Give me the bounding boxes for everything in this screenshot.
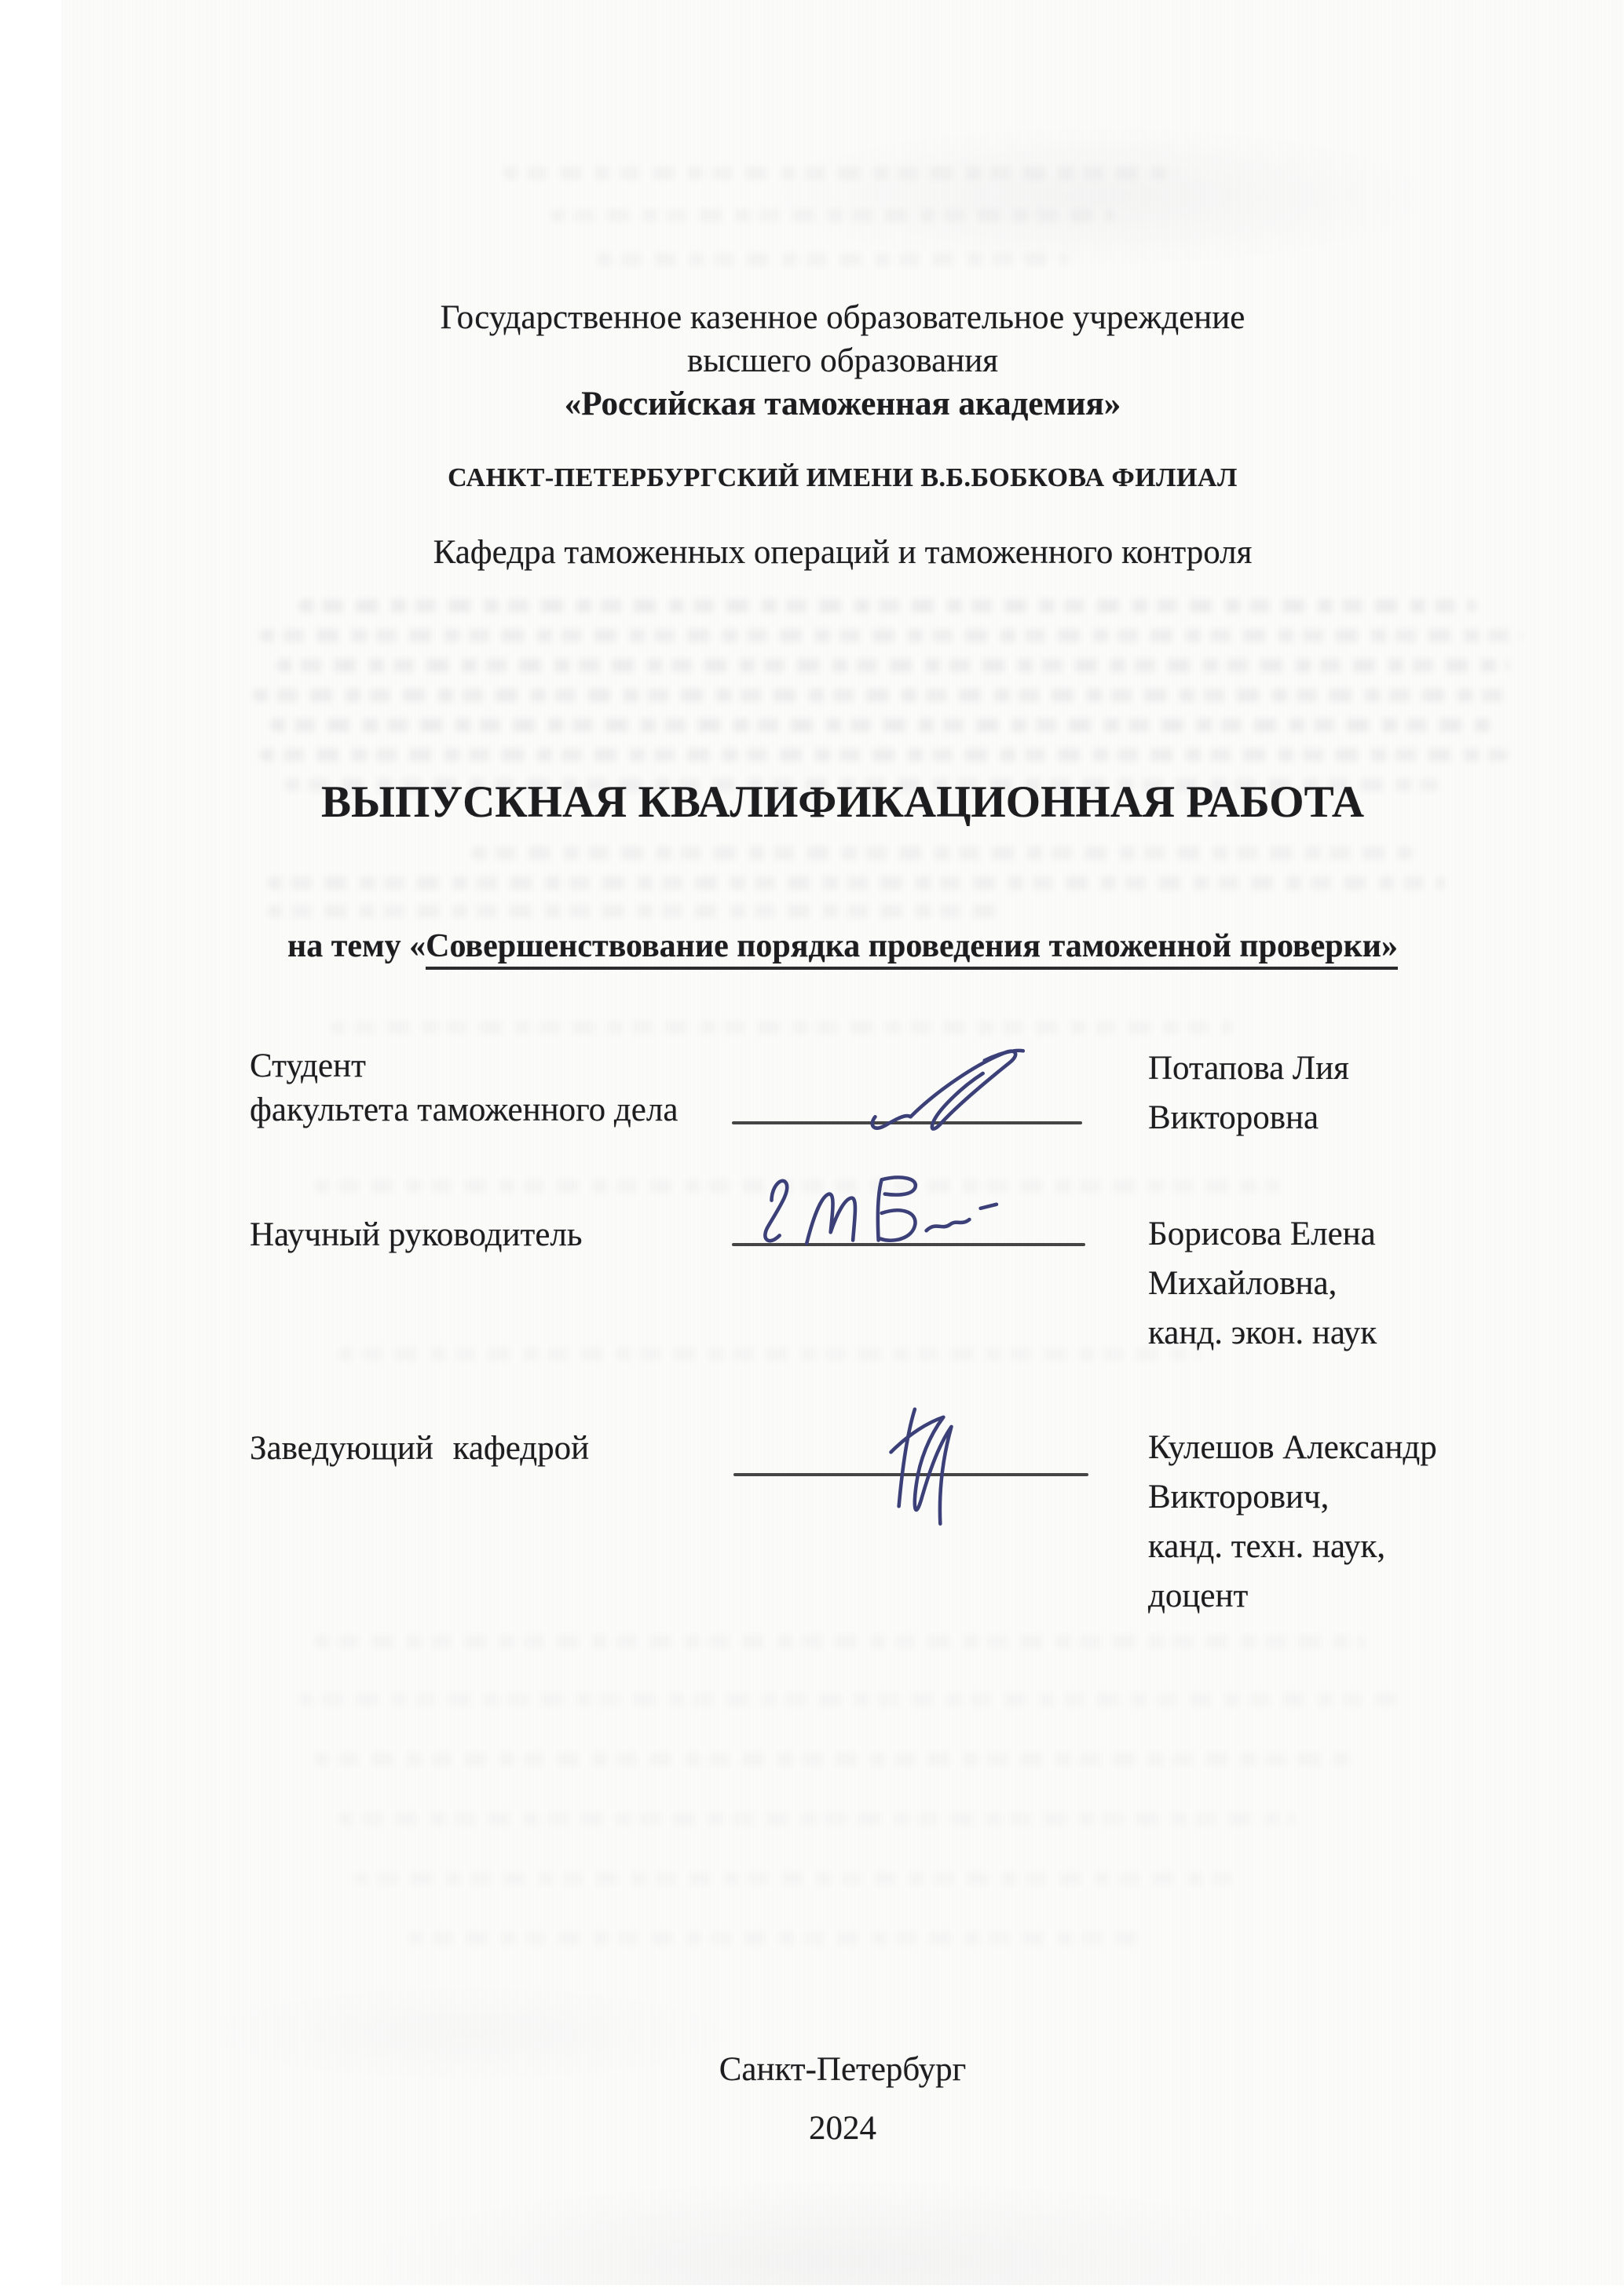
student-signature-scribble (864, 1041, 1025, 1142)
institution-header (61, 296, 1624, 426)
scan-bleed-artifact (471, 846, 1414, 860)
signatory-name-supervisor (1148, 1209, 1377, 1358)
scan-bleed-artifact (597, 253, 1068, 266)
scan-bleed-artifact (353, 1872, 1233, 1885)
name-line: доцент (1148, 1578, 1249, 1614)
institution-line-2: высшего образования (686, 342, 999, 379)
footer-year: 2024 (809, 2110, 876, 2147)
signatory-role-supervisor (250, 1210, 583, 1260)
name-line: Викторович, (1148, 1479, 1330, 1515)
name-line: канд. техн. наук, (1148, 1528, 1386, 1565)
scan-bleed-artifact (267, 905, 1005, 918)
topic-line (61, 924, 1624, 968)
name-line: Потапова Лия (1148, 1050, 1349, 1087)
signatory-name-head (1148, 1423, 1437, 1621)
name-line: Борисова Елена (1148, 1216, 1376, 1252)
scan-bleed-artifact (338, 1347, 1202, 1361)
footer-city: Санкт-Петербург (719, 2051, 967, 2088)
name-line: Михайловна, (1148, 1265, 1337, 1302)
work-type-title: ВЫПУСКНАЯ КВАЛИФИКАЦИОННАЯ РАБОТА (320, 777, 1364, 827)
name-line: канд. экон. наук (1148, 1314, 1377, 1351)
role-line: факультета таможенного дела (250, 1091, 678, 1128)
topic-prefix: на тему « (287, 928, 426, 964)
signatory-name-student (1148, 1044, 1349, 1143)
scan-bleed-artifact (330, 1021, 1233, 1034)
scan-bleed-artifact (259, 748, 1508, 762)
supervisor-signature-scribble (744, 1168, 1000, 1264)
topic-underlined-group (426, 928, 1398, 970)
scan-bleed-artifact (267, 876, 1445, 890)
scan-bleed-artifact (338, 1812, 1296, 1826)
scan-bleed-artifact (298, 1693, 1398, 1706)
role-line: Научный руководитель (250, 1216, 583, 1253)
footer-city-year (61, 2040, 1624, 2158)
role-line: Студент (250, 1047, 366, 1084)
institution-line-1: Государственное казенное образовательное учреждение (440, 299, 1245, 336)
signatory-role-student (250, 1044, 678, 1132)
signatory-role-head (250, 1424, 589, 1473)
scan-bleed-artifact (503, 166, 1178, 180)
department-line: Кафедра таможенных операций и таможенного контроля (433, 534, 1253, 571)
scan-bleed-artifact (253, 689, 1509, 702)
topic-title: Совершенствование порядка проведения таможенной проверки (426, 928, 1381, 964)
scan-bleed-artifact (314, 1753, 1359, 1766)
name-line: Кулешов Александр (1148, 1429, 1437, 1466)
scan-bleed-artifact (259, 629, 1523, 642)
branch-line: САНКТ-ПЕТЕРБУРГСКИЙ ИМЕНИ В.Б.БОБКОВА ФИЛИАЛ (448, 463, 1238, 492)
name-line: Викторовна (1148, 1099, 1319, 1136)
scan-bleed-artifact (298, 599, 1476, 612)
scan-bleed-artifact (270, 718, 1495, 732)
scan-bleed-artifact (550, 209, 1115, 222)
role-line: Заведующий кафедрой (250, 1430, 590, 1467)
scan-bleed-artifact (276, 659, 1509, 672)
topic-suffix: » (1381, 928, 1398, 964)
scan-bleed-artifact (314, 1635, 1366, 1648)
scan-bleed-artifact (408, 1932, 1139, 1945)
institution-name: «Российская таможенная академия» (564, 386, 1121, 422)
head-signature-scribble (862, 1395, 982, 1526)
